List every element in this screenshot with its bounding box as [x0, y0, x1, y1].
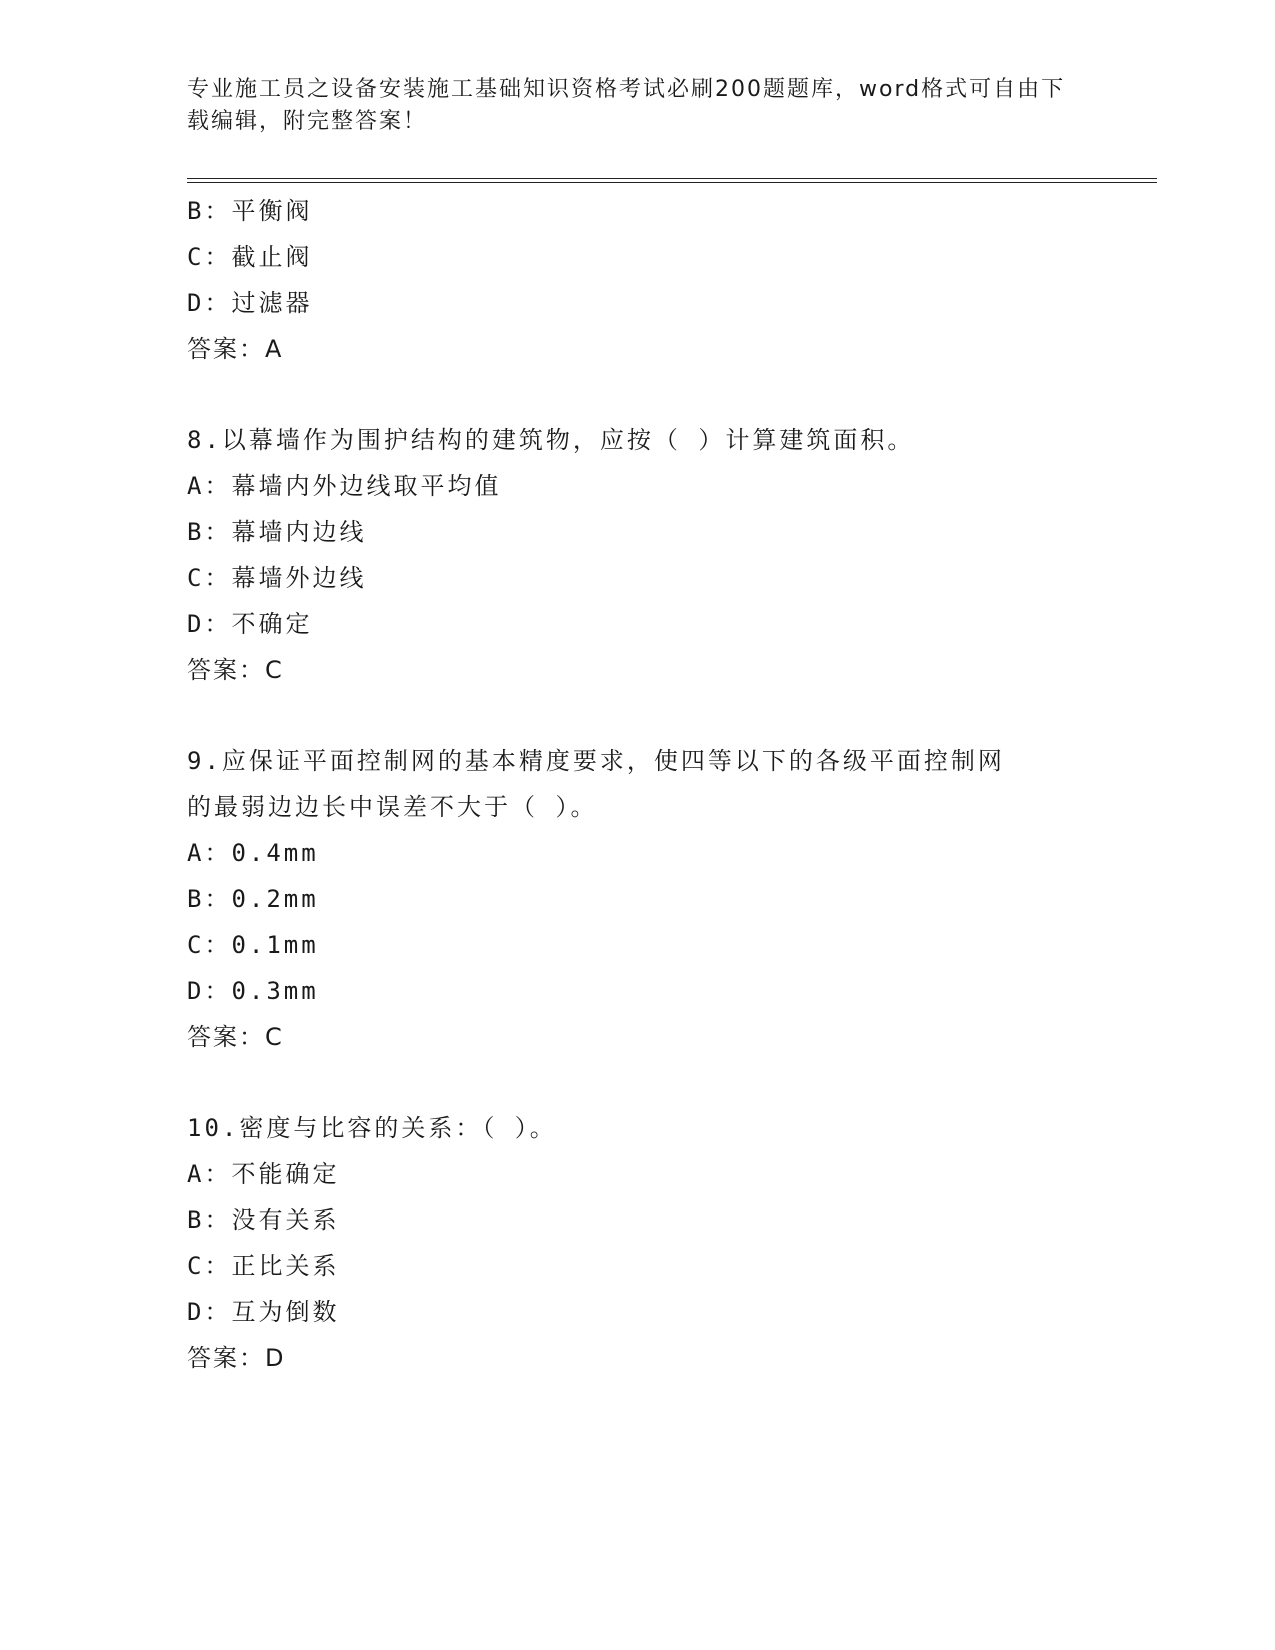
question-stem-line-2: 的最弱边边长中误差不大于（ ）。: [187, 793, 598, 821]
document-body: [187, 188, 1087, 1381]
option-d: D：0.3mm: [187, 977, 319, 1005]
header-rule-bottom: [187, 182, 1157, 183]
option-c: C：幕墙外边线: [187, 564, 367, 592]
option-b: B：没有关系: [187, 1206, 340, 1234]
option-c: C：0.1mm: [187, 931, 319, 959]
document-header: 专业施工员之设备安装施工基础知识资格考试必刷200题题库，word格式可自由下载编辑，附完整答案！: [187, 77, 1066, 134]
option-d: D：互为倒数: [187, 1298, 340, 1326]
question-9: [187, 738, 1087, 1060]
question-stem: 10.密度与比容的关系：（ ）。: [187, 1114, 557, 1142]
option-b: B：平衡阀: [187, 197, 313, 225]
answer-line: 答案：C: [187, 1023, 284, 1051]
answer-line: 答案：C: [187, 656, 284, 684]
option-d: D：过滤器: [187, 289, 313, 317]
header-rule-top: [187, 178, 1157, 179]
option-b: B：幕墙内边线: [187, 518, 367, 546]
answer-line: 答案：A: [187, 335, 284, 363]
question-8: [187, 417, 1087, 693]
option-a: A：幕墙内外边线取平均值: [187, 472, 502, 500]
question-stem: 8.以幕墙作为围护结构的建筑物，应按（ ）计算建筑面积。: [187, 426, 915, 454]
option-a: A：0.4mm: [187, 839, 319, 867]
question-stem-line-1: 9.应保证平面控制网的基本精度要求，使四等以下的各级平面控制网: [187, 747, 1005, 775]
option-c: C：正比关系: [187, 1252, 340, 1280]
option-d: D：不确定: [187, 610, 313, 638]
option-a: A：不能确定: [187, 1160, 340, 1188]
option-c: C：截止阀: [187, 243, 313, 271]
question-7-continued: [187, 188, 1087, 372]
answer-line: 答案：D: [187, 1344, 286, 1372]
option-b: B：0.2mm: [187, 885, 319, 913]
question-10: [187, 1105, 1087, 1381]
